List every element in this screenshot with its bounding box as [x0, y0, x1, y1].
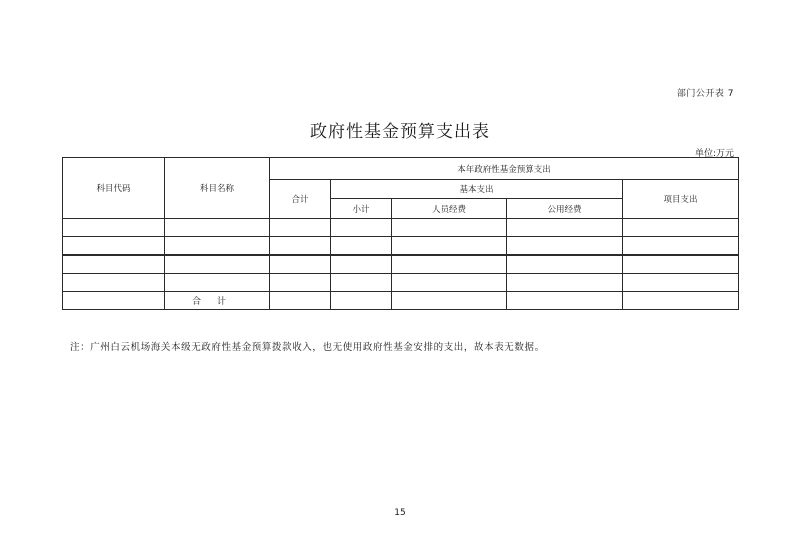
- total-row: [63, 292, 739, 310]
- page-number: 15: [394, 508, 406, 518]
- header-total: 合计: [270, 180, 331, 219]
- table-cell: [331, 292, 392, 310]
- table-cell: [270, 237, 331, 256]
- table-cell: [507, 219, 623, 237]
- budget-table: [62, 157, 739, 310]
- table-number: 部门公开表 7: [676, 89, 734, 99]
- table-cell: [392, 237, 507, 256]
- table-cell: [507, 274, 623, 292]
- table-cell: [392, 274, 507, 292]
- table-cell: [507, 292, 623, 310]
- table-row: [63, 219, 739, 237]
- table-cell: [63, 219, 165, 237]
- table-cell: [392, 292, 507, 310]
- unit-label: 单位:万元: [694, 149, 734, 159]
- table-cell: [165, 219, 270, 237]
- table-cell: [507, 255, 623, 274]
- table-cell: [165, 255, 270, 274]
- table-cell: [331, 219, 392, 237]
- header-public-expenses: 公用经费: [507, 199, 623, 219]
- table-cell: [270, 292, 331, 310]
- table-cell: [270, 274, 331, 292]
- table-cell: [623, 255, 739, 274]
- table-cell: [63, 237, 165, 256]
- table-cell: [331, 255, 392, 274]
- table-row: [63, 255, 739, 274]
- table-cell: [507, 237, 623, 256]
- table-cell: [270, 219, 331, 237]
- table-cell: [63, 292, 165, 310]
- table-cell: [392, 219, 507, 237]
- total-label: 合计: [165, 292, 270, 310]
- table-cell: [623, 274, 739, 292]
- table-cell: [392, 255, 507, 274]
- table-row: [63, 274, 739, 292]
- header-subject-name: 科目名称: [165, 158, 270, 219]
- table-cell: [165, 237, 270, 256]
- table-cell: [331, 274, 392, 292]
- table-cell: [623, 219, 739, 237]
- header-current-year-expenditure: 本年政府性基金预算支出: [270, 158, 739, 180]
- footnote: 注：广州白云机场海关本级无政府性基金预算拨款收入，也无使用政府性基金安排的支出，故本表无数据。: [70, 342, 545, 353]
- table-cell: [623, 292, 739, 310]
- table-cell: [270, 255, 331, 274]
- table-cell: [63, 255, 165, 274]
- header-subtotal: 小计: [331, 199, 392, 219]
- header-project-expenditure: 项目支出: [623, 180, 739, 219]
- table-cell: [165, 274, 270, 292]
- header-personnel-expenses: 人员经费: [392, 199, 507, 219]
- table-cell: [623, 237, 739, 256]
- table-cell: [63, 274, 165, 292]
- table-cell: [331, 237, 392, 256]
- page-title: 政府性基金预算支出表: [310, 122, 490, 142]
- header-subject-code: 科目代码: [63, 158, 165, 219]
- table-row: [63, 237, 739, 256]
- header-basic-expenditure: 基本支出: [331, 180, 623, 199]
